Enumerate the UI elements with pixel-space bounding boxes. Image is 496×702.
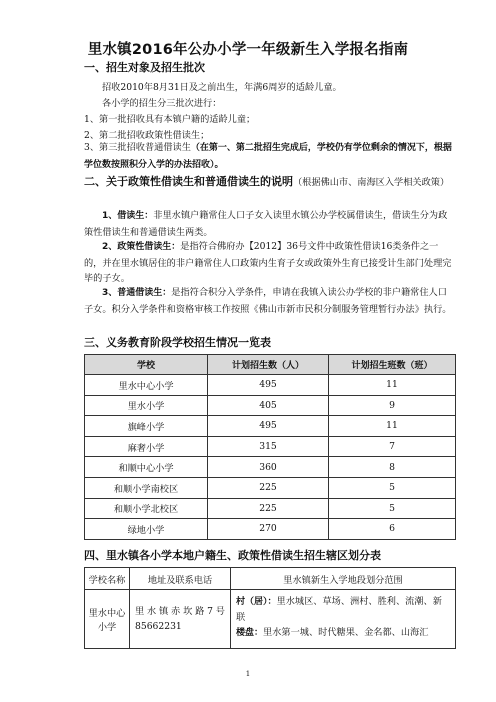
table-row [85, 457, 456, 478]
school-cell: 旗峰小学 [85, 416, 208, 437]
table-row [85, 498, 456, 519]
school-cell: 里水中心小学 [85, 375, 208, 396]
table-row [85, 416, 456, 437]
section1-line-5-text: 3、第三批招收普通借读生 [84, 142, 191, 153]
district-col-address: 地址及联系电话 [130, 568, 231, 590]
enrollment-table-header [85, 355, 456, 375]
section1-line-2: 各小学的招生分三批次进行： [102, 98, 222, 109]
students-cell: 270 [208, 519, 329, 540]
section1-line-4: 2、第二批招收政策性借读生； [84, 130, 210, 141]
classes-cell: 11 [329, 375, 456, 396]
classes-cell: 5 [329, 477, 456, 498]
students-cell: 405 [208, 395, 329, 416]
table-row [85, 395, 456, 416]
section2-item-3-label: 3、普通借读生： [102, 288, 172, 298]
section2-heading: 二、关于政策性借读生和普通借读生的说明 [84, 175, 293, 188]
section2-item-3-text: 是指符合积分入学条件，申请在我镇入读公办学校的非户籍常住人口子女。积分入学条件和资格审核工作按照《佛山市新市民积分制服务管理暂行办法》执行。 [84, 287, 452, 315]
table-row [85, 519, 456, 540]
section3-heading: 三、义务教育阶段学校招生情况一览表 [84, 336, 271, 349]
document-title: 里水镇2016年公办小学一年级新生入学报名指南 [87, 42, 409, 58]
estate-text: 里水第一城、时代糖果、金名都、山海汇 [263, 627, 429, 638]
district-address-cell: 里水镇赤坎路7号85662231 [130, 590, 231, 649]
section2-item-2-text: 是指符合佛府办【2012】36号文件中政策性借读16类条件之一的，并在里水镇居住的非户籍常住人口政策内生育子女或政策外生育已接受计生部门处理完毕的子女。 [84, 241, 452, 284]
classes-cell: 6 [329, 519, 456, 540]
students-cell: 360 [208, 457, 329, 478]
section2-item-1-text: 非里水镇户籍常住人口子女入读里水镇公办学校属借读生，借读生分为政策性借读生和普通借读生两类。 [84, 210, 448, 238]
school-cell: 和顺小学北校区 [85, 498, 208, 519]
village-label: 村（居）： [236, 597, 277, 607]
section4-heading: 四、里水镇各小学本地户籍生、政策性借读生招生辖区划分表 [84, 549, 381, 562]
school-cell: 里水小学 [85, 395, 208, 416]
page-number: 1 [245, 670, 251, 678]
section2-item-1-label: 1、借读生： [102, 211, 154, 221]
estate-label: 楼盘： [236, 628, 264, 638]
district-table [84, 567, 456, 649]
section1-line-3: 1、第一批招收具有本镇户籍的适龄儿童； [84, 114, 256, 125]
table-row [85, 477, 456, 498]
district-col-school: 学校名称 [85, 568, 130, 590]
enrollment-table [84, 354, 456, 540]
section1-line-5-bold: （在第一、第二批招生完成后，学校仍有学位剩余的情况下，根据学位数按照积分入学的办法招收）。 [84, 143, 452, 170]
section2-item-3 [84, 285, 456, 317]
classes-cell: 11 [329, 416, 456, 437]
section2-item-2 [84, 239, 456, 287]
district-school-cell: 里水中心小学 [85, 590, 130, 649]
district-col-range: 里水镇新生入学地段划分范围 [231, 568, 456, 590]
enrollment-col-school: 学校 [85, 355, 208, 375]
section2-heading-block [84, 173, 456, 192]
enrollment-col-students: 计划招生数（人） [208, 355, 329, 375]
students-cell: 225 [208, 477, 329, 498]
section1-line-1: 招收2010年8月31日及之前出生，年满6周岁的适龄儿童。 [102, 82, 342, 93]
section2-item-2-label: 2、政策性借读生： [102, 242, 181, 252]
section2-heading-note: （根据佛山市、南海区入学相关政策） [293, 177, 450, 188]
classes-cell: 5 [329, 498, 456, 519]
section1-heading: 一、招生对象及招生批次 [84, 61, 205, 74]
school-cell: 绿地小学 [85, 519, 208, 540]
district-range-cell [231, 590, 456, 649]
school-cell: 和顺中心小学 [85, 457, 208, 478]
table-row [85, 375, 456, 396]
village-text: 里水城区、草场、洲村、胜利、流潮、新联 [236, 596, 442, 623]
table-row [85, 436, 456, 457]
classes-cell: 8 [329, 457, 456, 478]
enrollment-col-classes: 计划招生班数（班） [329, 355, 456, 375]
section2-item-1 [84, 208, 456, 240]
classes-cell: 9 [329, 395, 456, 416]
students-cell: 495 [208, 416, 329, 437]
section1-line-5 [84, 140, 456, 173]
table-row [85, 590, 456, 649]
district-table-header [85, 568, 456, 590]
classes-cell: 7 [329, 436, 456, 457]
students-cell: 225 [208, 498, 329, 519]
school-cell: 麻奢小学 [85, 436, 208, 457]
students-cell: 495 [208, 375, 329, 396]
students-cell: 315 [208, 436, 329, 457]
school-cell: 和顺小学南校区 [85, 477, 208, 498]
